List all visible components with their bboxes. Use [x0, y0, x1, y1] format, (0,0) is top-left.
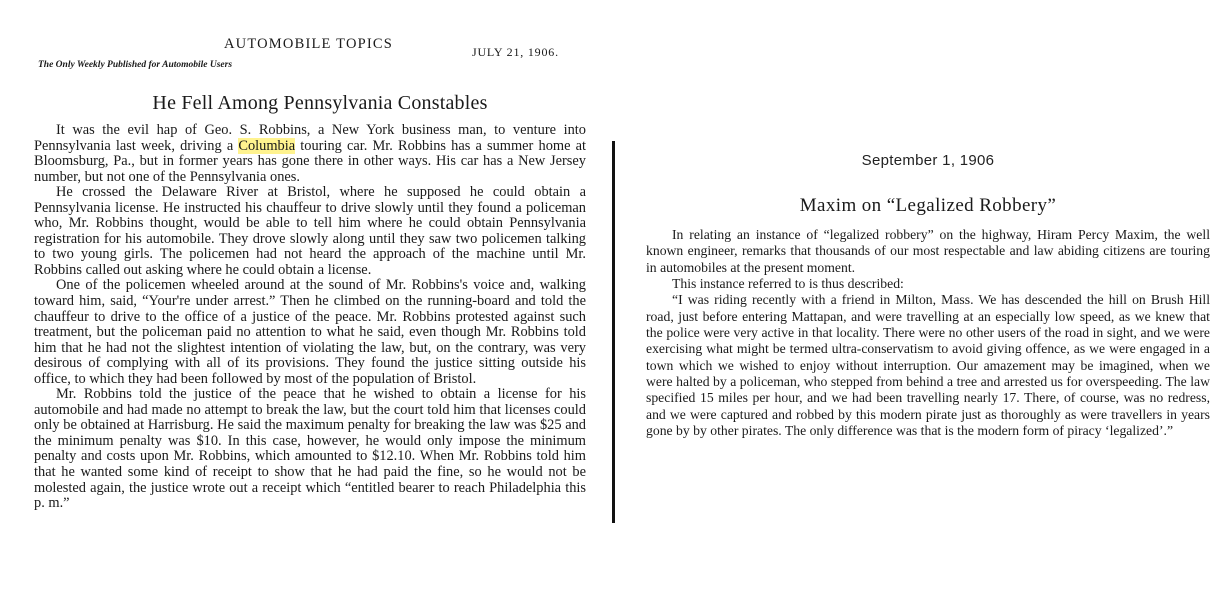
highlighted-word: Columbia	[238, 137, 296, 154]
article-body	[34, 123, 586, 512]
right-clipping	[646, 152, 1210, 439]
article-body	[646, 227, 1210, 439]
article-paragraph: He crossed the Delaware River at Bristol, where he supposed he could obtain a Pennsylvania license. He instructed his chauffeur to drive slowly until they found a policeman who, Mr. Robbins thought, would be able to tell him where he could obtain Pennsylvania registration for his automobile. They drove slowly along until they saw two policemen talking to two young girls. The policemen had not heard the approach of the machine until Mr. Robbins called out asking where he could obtain a license.	[34, 184, 586, 278]
article-headline: He Fell Among Pennsylvania Constables	[152, 92, 488, 114]
clipping-date: September 1, 1906	[861, 152, 995, 169]
article-paragraph: One of the policemen wheeled around at the sound of Mr. Robbins's voice and, walking toward him, said, “Your're under arrest.” Then he climbed on the running-board and told the chauffeur to drive to the office of a justice of the peace. Mr. Robbins protested against such treatment, but the policeman paid no attention to what he said, even though Mr. Robbins told him that he had not the slightest intention of violating the law, but, on the contrary, was very desirous of complying with all of its provisions. They found the justice sitting outside his office, to which they had been followed by most of the population of Bristol.	[34, 277, 586, 387]
article-paragraph: In relating an instance of “legalized robbery” on the highway, Hiram Percy Maxim, the well known engineer, remarks that thousands of our most respectable and law abiding citizens are touring in automobiles at the present moment.	[646, 227, 1210, 275]
paragraph-text: It was the evil hap of Geo. S. Robbins, a New York business man, to venture into Pennsylvania last week, driving a	[34, 122, 586, 154]
publication-name: AUTOMOBILE TOPICS	[224, 36, 394, 52]
publication-tagline: The Only Weekly Published for Automobile Users	[38, 60, 233, 70]
column-divider	[612, 141, 615, 523]
left-clipping	[34, 34, 586, 512]
paragraph-text: touring car. Mr. Robbins has a summer home at Bloomsburg, Pa., but in former years has gone there in other ways. His car has a New Jersey number, but not one of the Pennsylvania ones.	[34, 137, 586, 185]
article-headline: Maxim on “Legalized Robbery”	[799, 195, 1057, 216]
masthead	[34, 34, 586, 70]
article-paragraph	[34, 123, 586, 185]
article-paragraph: Mr. Robbins told the justice of the peace that he wished to obtain a license for his automobile and had made no attempt to break the law, but the court told him that licenses could only be obtained at Harrisburg. He said the maximum penalty for breaking the law was $25 and the minimum penalty was $10. In this case, however, he would only impose the minimum penalty and costs upon Mr. Robbins, which amounted to $12.10. When Mr. Robbins told him that he wanted some kind of receipt to show that he had paid the fine, so he would not be molested again, the justice wrote out a receipt which “entitled bearer to reach Philadelphia this p. m.”	[34, 386, 586, 512]
issue-date: JULY 21, 1906.	[472, 45, 559, 59]
article-paragraph: This instance referred to is thus described:	[672, 276, 904, 292]
article-paragraph: “I was riding recently with a friend in Milton, Mass. We has descended the hill on Brush Hill road, just before entering Mattapan, and were travelling at an especially low speed, as we knew that the police were very active in that locality. There were no other users of the road in sight, and we were exercising what might be termed ultra-conservatism to avoid giving offence, as we were engaged in a town which we wished to enjoy without interruption. Our amazement may be imagined, when we were halted by a policeman, who stepped from behind a tree and arrested us for overspeeding. The law specified 15 miles per hour, and we had been travelling nearly 17. There, of course, was no redress, and we were captured and robbed by this modern pirate just as thoroughly as were travellers in years gone by by other pirates. The only difference was that is the modern form of piracy ‘legalized’.”	[646, 292, 1210, 439]
